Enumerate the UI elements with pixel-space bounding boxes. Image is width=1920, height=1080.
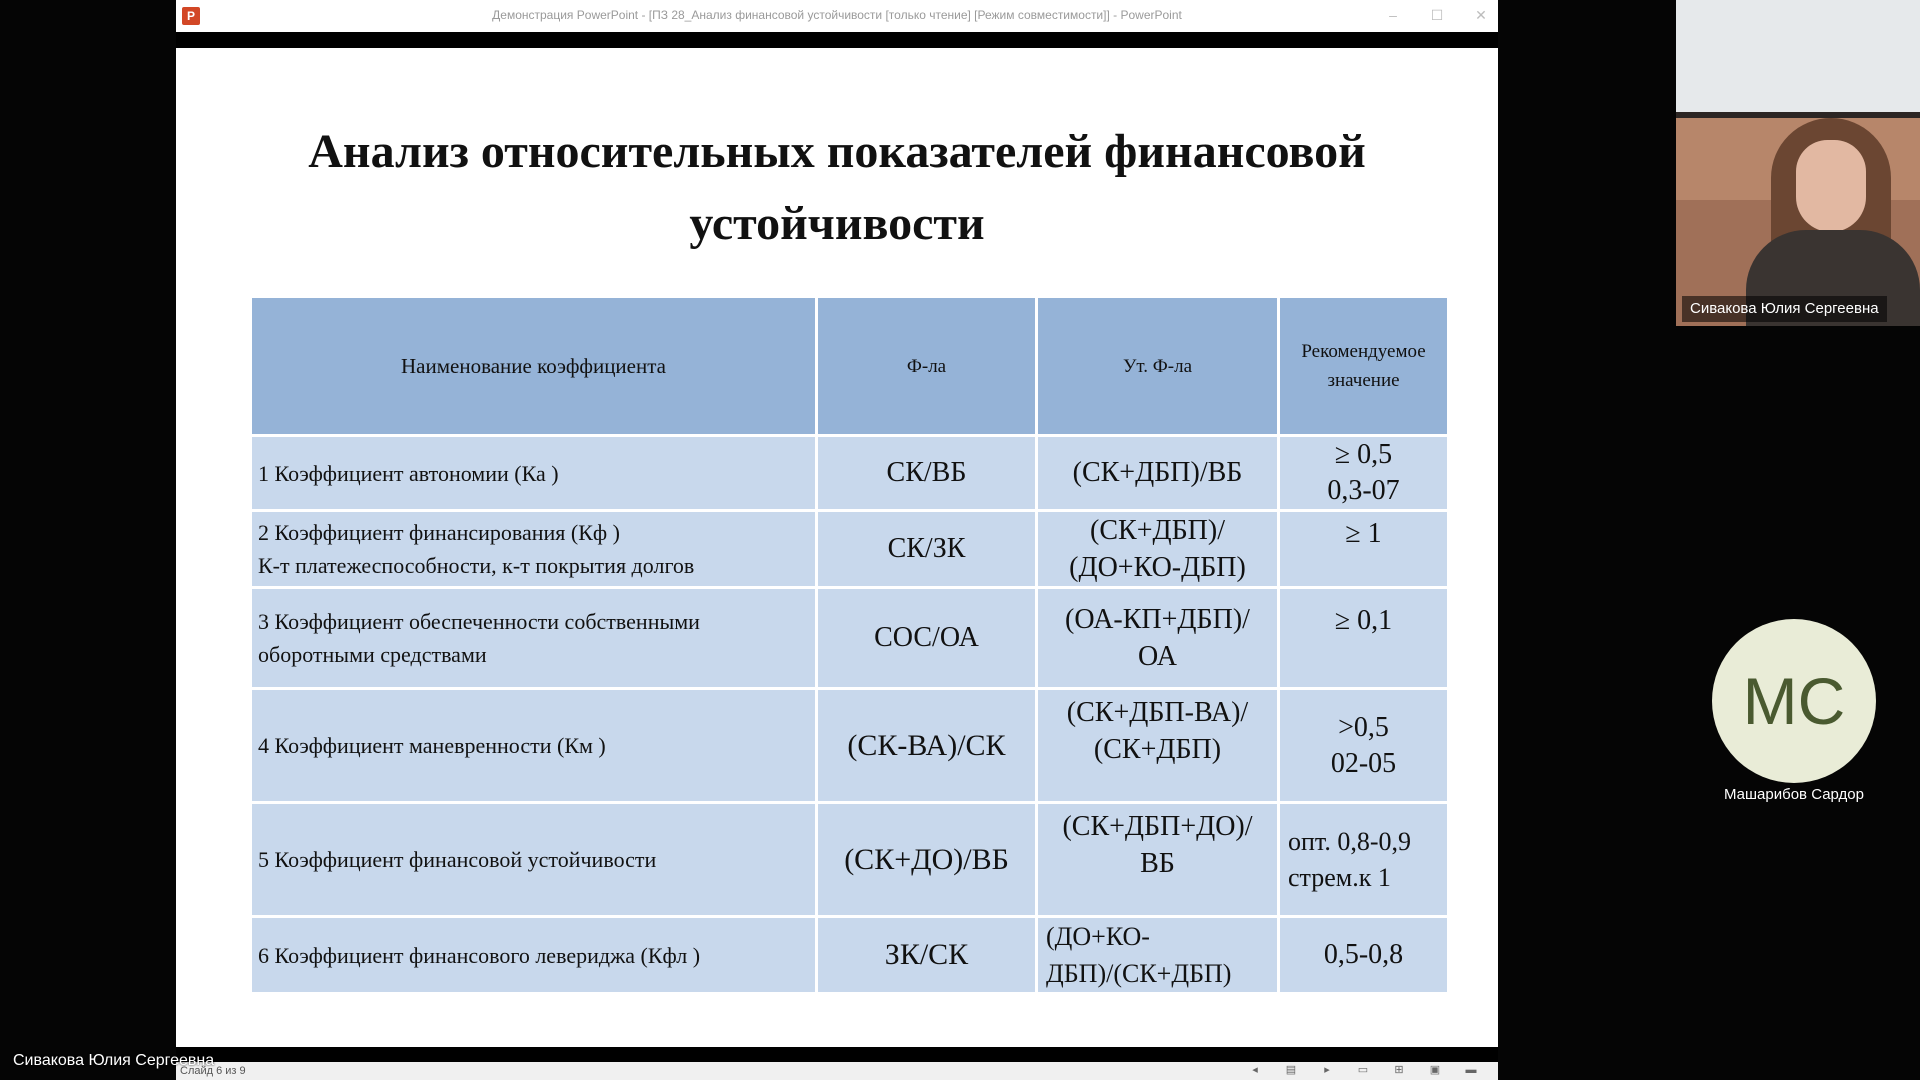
header-recommended <box>1279 297 1449 436</box>
video-person-face <box>1796 140 1866 232</box>
row-recommended <box>1279 803 1449 917</box>
row-recommended-line2: 0,3-07 <box>1327 475 1400 506</box>
row-name-line1: 1 Коэффициент автономии (Ка ) <box>258 460 559 486</box>
notes-icon[interactable]: ▤ <box>1285 1064 1297 1076</box>
row-recommended: 0,5-0,8 <box>1279 917 1449 994</box>
participant-avatar[interactable]: МС <box>1712 619 1876 783</box>
row-recommended <box>1279 689 1449 803</box>
row-formula: СК/ЗК <box>817 511 1037 588</box>
header-name: Наименование коэффициента <box>251 297 817 436</box>
row-recommended: ≥ 0,1 <box>1279 588 1449 689</box>
powerpoint-window <box>176 0 1498 1080</box>
row-recommended-line1: ≥ 0,5 <box>1334 439 1393 470</box>
row-name: 6 Коэффициент финансового левериджа (Кфл ) <box>251 917 817 994</box>
slide-title <box>216 116 1458 260</box>
window-controls <box>1384 6 1490 24</box>
row-recommended-line2: стрем.к 1 <box>1288 862 1391 892</box>
previous-slide-icon[interactable]: ◂ <box>1252 1064 1258 1076</box>
row-recommended-line1: опт. 0,8-0,9 <box>1288 826 1411 856</box>
slide-title-line1: Анализ относительных показателей финансовой <box>308 125 1366 178</box>
row-recommended-line1: >0,5 <box>1338 711 1389 743</box>
row-refined-formula-line1: (СК+ДБП+ДО)/ <box>1062 811 1253 842</box>
row-refined-formula-line1: (СК+ДБП-ВА)/ <box>1066 697 1249 728</box>
row-formula: СК/ВБ <box>817 436 1037 511</box>
slide-counter: Слайд 6 из 9 <box>180 1065 246 1077</box>
slide-title-line2: устойчивости <box>689 197 985 250</box>
video-background <box>1676 0 1920 112</box>
presenter-label: Сивакова Юлия Сергеевна <box>13 1052 215 1069</box>
window-title: Демонстрация PowerPoint - [ПЗ 28_Анализ финансовой устойчивости [только чтение] [Режим совместимости]] - PowerPoint <box>492 8 1182 22</box>
row-refined-formula-line1: (ДО+КО- <box>1046 922 1150 951</box>
row-name-line1: 2 Коэффициент финансирования (Кф ) <box>258 520 621 545</box>
row-name <box>251 588 817 689</box>
row-refined-formula-line1: (ОА-КП+ДБП)/ <box>1065 604 1250 635</box>
row-refined-formula-line2: ОА <box>1137 641 1178 672</box>
maximize-button[interactable]: ☐ <box>1430 7 1444 23</box>
avatar-participant-name: Машарибов Сардор <box>1724 786 1864 803</box>
row-name-line2: К-т платежеспособности, к-т покрытия долгов <box>258 553 695 578</box>
video-participant-name: Сивакова Юлия Сергеевна <box>1682 296 1887 322</box>
status-bar <box>176 1062 1498 1080</box>
header-refined-formula: Ут. Ф-ла <box>1037 297 1279 436</box>
row-name-line2: оборотными средствами <box>258 642 487 667</box>
row-refined-formula: (СК+ДБП)/ВБ <box>1037 436 1279 511</box>
close-button[interactable]: ✕ <box>1475 7 1487 23</box>
table-row <box>251 917 1449 994</box>
slideshow-icon[interactable]: ▬ <box>1465 1064 1477 1076</box>
row-recommended <box>1279 436 1449 511</box>
table-row <box>251 436 1449 511</box>
row-formula: СОС/ОА <box>817 588 1037 689</box>
row-refined-formula-line2: (ДО+КО-ДБП) <box>1069 552 1246 583</box>
row-refined-formula-line2: ДБП)/(СК+ДБП) <box>1046 959 1232 988</box>
table-row <box>251 588 1449 689</box>
row-refined-formula <box>1037 803 1279 917</box>
header-recommended-line2: значение <box>1327 370 1400 391</box>
ratios-table <box>249 295 1450 995</box>
table-row <box>251 689 1449 803</box>
table-row <box>251 511 1449 588</box>
slide[interactable] <box>176 48 1498 1047</box>
row-name <box>251 436 817 511</box>
row-refined-formula <box>1037 689 1279 803</box>
row-name <box>251 511 817 588</box>
row-refined-formula-line1: (СК+ДБП)/ <box>1090 515 1225 546</box>
reading-view-icon[interactable]: ▣ <box>1429 1064 1441 1076</box>
row-name: 5 Коэффициент финансовой устойчивости <box>251 803 817 917</box>
row-recommended: ≥ 1 <box>1279 511 1449 588</box>
row-refined-formula <box>1037 511 1279 588</box>
table-row <box>251 803 1449 917</box>
row-formula: (СК-ВА)/СК <box>817 689 1037 803</box>
row-refined-formula-line2: (СК+ДБП) <box>1093 734 1222 765</box>
row-formula: ЗК/СК <box>817 917 1037 994</box>
slide-sorter-icon[interactable]: ⊞ <box>1394 1064 1404 1076</box>
row-recommended-line2: 02-05 <box>1330 747 1397 779</box>
participant-video-tile[interactable] <box>1676 0 1920 326</box>
status-icons <box>1248 1064 1478 1077</box>
header-formula: Ф-ла <box>817 297 1037 436</box>
next-slide-icon[interactable]: ▸ <box>1324 1064 1330 1076</box>
normal-view-icon[interactable]: ▭ <box>1357 1064 1369 1076</box>
table-header-row <box>251 297 1449 436</box>
powerpoint-icon: P <box>182 7 200 25</box>
row-formula: (СК+ДО)/ВБ <box>817 803 1037 917</box>
row-refined-formula <box>1037 588 1279 689</box>
row-refined-formula <box>1037 917 1279 994</box>
header-recommended-line1: Рекомендуемое <box>1301 341 1426 362</box>
row-name: 4 Коэффициент маневренности (Км ) <box>251 689 817 803</box>
title-bar <box>176 0 1498 32</box>
row-refined-formula-line2: ВБ <box>1140 848 1175 879</box>
minimize-button[interactable]: – <box>1389 7 1397 23</box>
row-name-line1: 3 Коэффициент обеспеченности собственными <box>258 609 700 634</box>
